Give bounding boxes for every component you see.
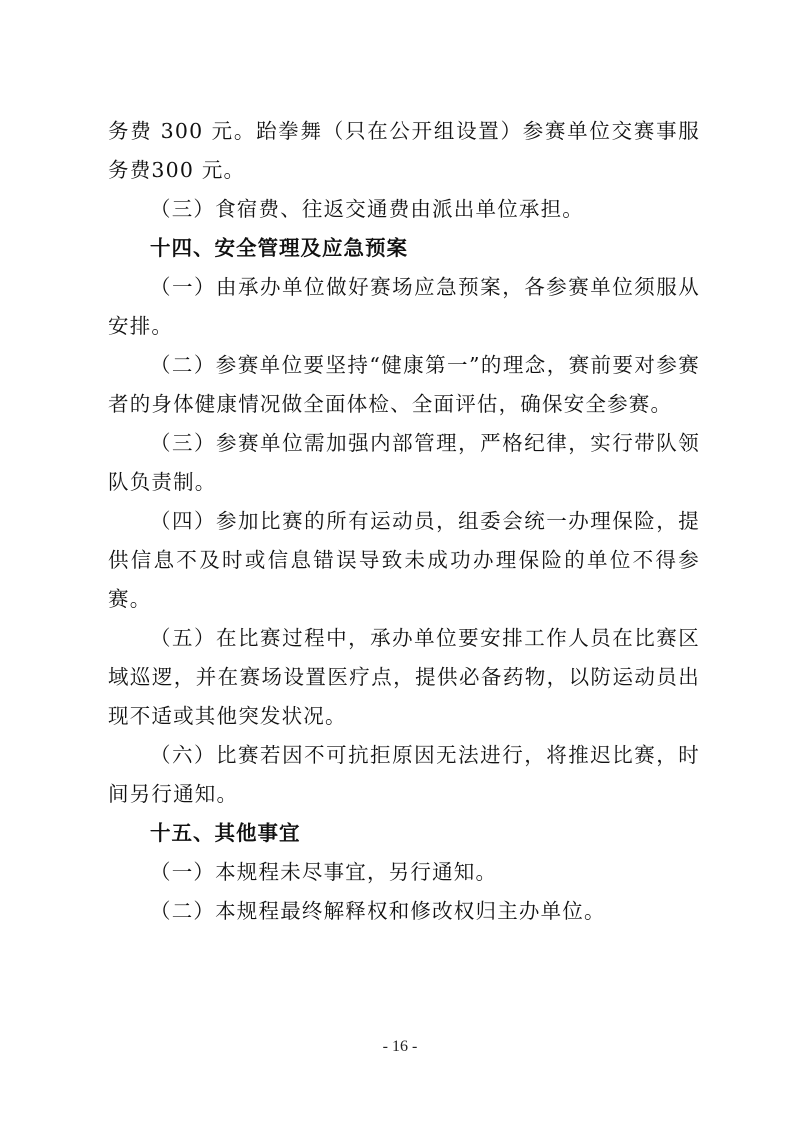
paragraph-safety-5: （五）在比赛过程中，承办单位要安排工作人员在比赛区域巡逻，并在赛场设置医疗点，提供必备药物，以防运动员出现不适或其他突发状况。 <box>108 626 700 728</box>
paragraph-safety-6: （六）比赛若因不可抗拒原因无法进行，将推迟比赛，时间另行通知。 <box>108 743 700 806</box>
paragraph-fee-3: （三）食宿费、往返交通费由派出单位承担。 <box>150 197 584 221</box>
paragraph-safety-1: （一）由承办单位做好赛场应急预案，各参赛单位须服从安排。 <box>108 275 700 338</box>
paragraph-other-2: （二）本规程最终解释权和修改权归主办单位。 <box>150 899 606 923</box>
document-body <box>108 112 700 931</box>
paragraph-safety-2: （二）参赛单位要坚持“健康第一”的理念，赛前要对参赛者的身体健康情况做全面体检、全面评估，确保安全参赛。 <box>108 353 700 416</box>
paragraph-safety-4: （四）参加比赛的所有运动员，组委会统一办理保险，提供信息不及时或信息错误导致未成功办理保险的单位不得参赛。 <box>108 509 700 611</box>
page-number: - 16 - <box>382 1038 418 1055</box>
paragraph-fee-continued: 务费 300 元。跆拳舞（只在公开组设置）参赛单位交赛事服务费300 元。 <box>108 119 700 182</box>
section-heading-14: 十四、安全管理及应急预案 <box>150 236 408 260</box>
paragraph-safety-3: （三）参赛单位需加强内部管理，严格纪律，实行带队领队负责制。 <box>108 431 700 494</box>
paragraph-other-1: （一）本规程未尽事宜，另行通知。 <box>150 860 498 884</box>
section-heading-15: 十五、其他事宜 <box>150 821 301 845</box>
